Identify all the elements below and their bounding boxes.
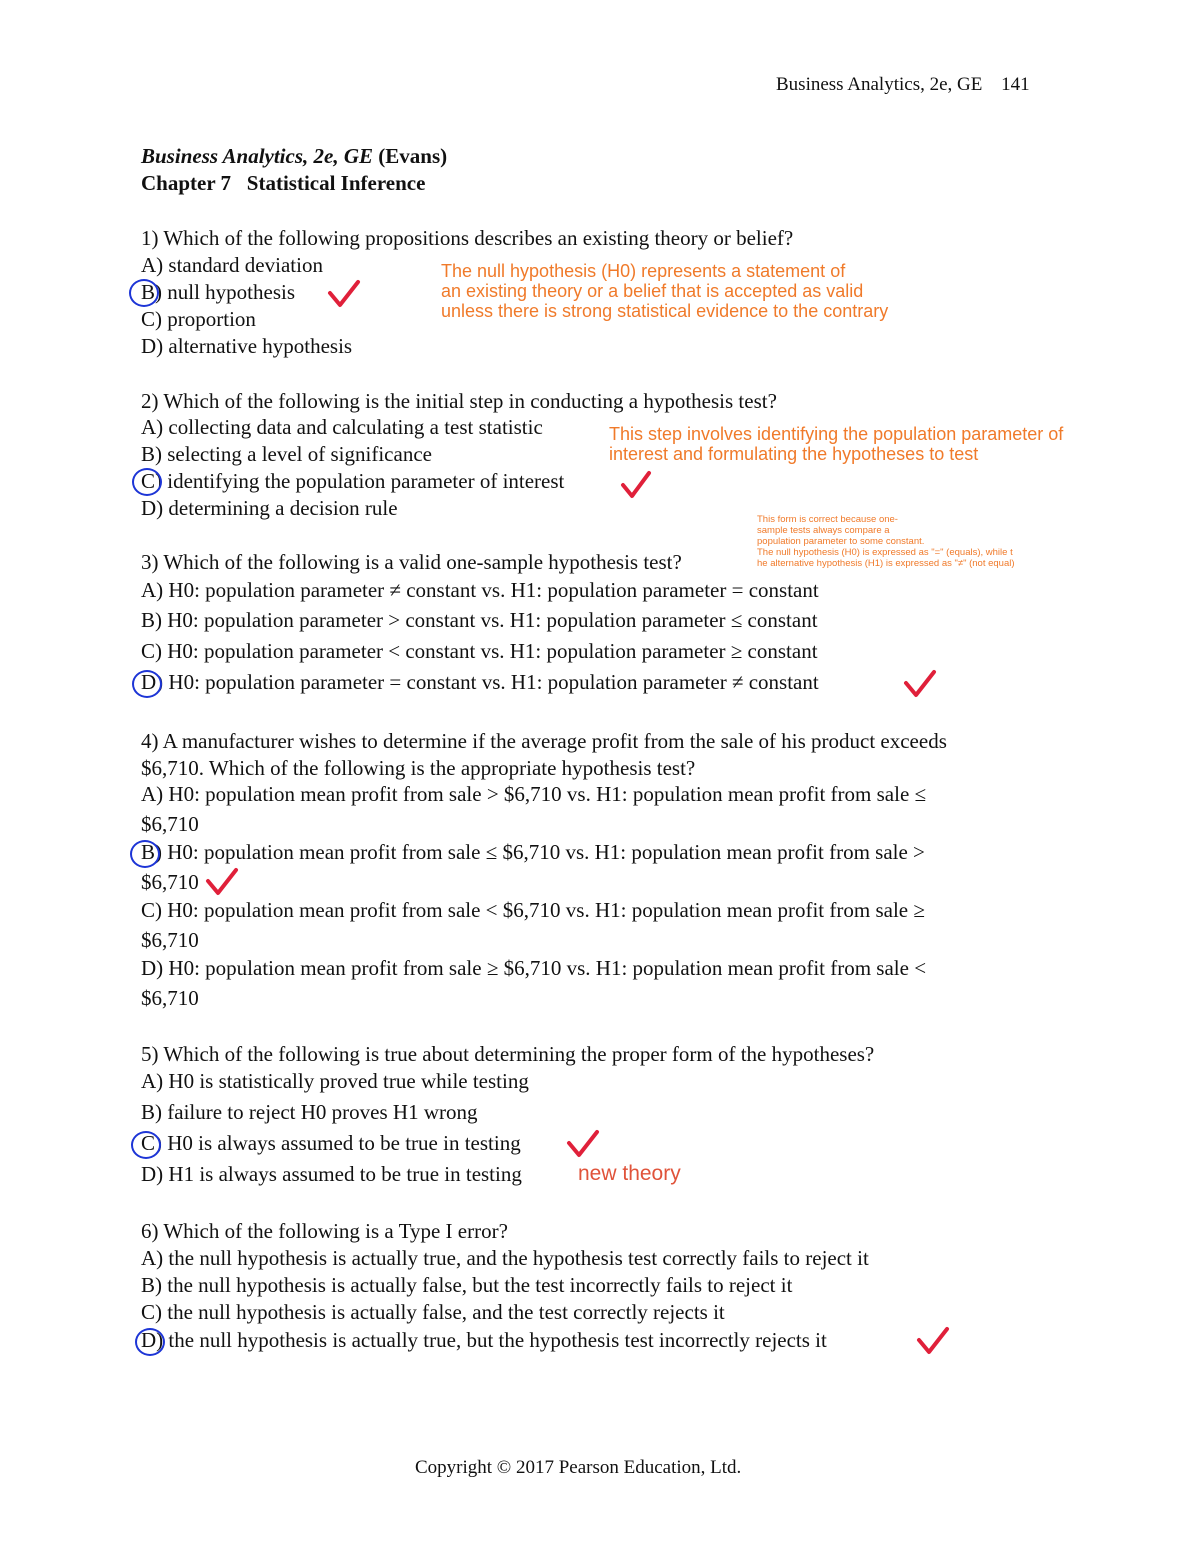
q3-option-c: C) H0: population parameter < constant vs. H1: population parameter ≥ constant (141, 639, 818, 663)
q4-option-a-line2: $6,710 (141, 812, 199, 836)
page-number: 141 (1001, 74, 1030, 95)
q1-option-b: B) null hypothesis (141, 280, 296, 304)
q3-option-b: B) H0: population parameter > constant vs. H1: population parameter ≤ constant (141, 608, 818, 632)
chapter-title: Chapter 7 Statistical Inference (141, 171, 426, 195)
q2-question: 2) Which of the following is the initial step in conducting a hypothesis test? (141, 389, 777, 413)
q4-option-a-line1: A) H0: population mean profit from sale > $6,710 vs. H1: population mean profit from sale ≤ (141, 782, 927, 806)
note-line: he alternative hypothesis (H1) is expressed as "≠" (not equal) (757, 558, 1015, 569)
q4-option-c-line2: $6,710 (141, 928, 199, 952)
q3-question: 3) Which of the following is a valid one-sample hypothesis test? (141, 550, 682, 574)
q1-note (441, 261, 888, 321)
q1-option-d: D) alternative hypothesis (141, 334, 353, 358)
q2-option-d: D) determining a decision rule (141, 496, 398, 520)
running-header (776, 74, 1030, 96)
answer-circle (132, 468, 162, 496)
q2-option-b: B) selecting a level of significance (141, 442, 432, 466)
q6-option-a: A) the null hypothesis is actually true, and the hypothesis test correctly fails to reject it (141, 1246, 869, 1270)
q3-option-a: A) H0: population parameter ≠ constant vs. H1: population parameter = constant (141, 578, 819, 602)
running-title: Business Analytics, 2e, GE (776, 74, 983, 95)
q6-question: 6) Which of the following is a Type I error? (141, 1219, 508, 1243)
checkmark-icon (916, 1326, 950, 1356)
book-title-italic: Business Analytics, 2e, GE (141, 144, 374, 168)
q6-option-b: B) the null hypothesis is actually false, but the test incorrectly fails to reject it (141, 1273, 793, 1297)
q5-option-b: B) failure to reject H0 proves H1 wrong (141, 1100, 478, 1124)
note-line: The null hypothesis (H0) represents a statement of (441, 261, 846, 281)
book-title (141, 143, 447, 170)
q5-note: new theory (578, 1162, 681, 1185)
note-line: The null hypothesis (H0) is expressed as "=" (equals), while t (757, 547, 1013, 558)
checkmark-icon (620, 470, 652, 500)
q5-question: 5) Which of the following is true about determining the proper form of the hypotheses? (141, 1042, 875, 1066)
note-line: sample tests always compare a (757, 525, 890, 536)
q1-option-a: A) standard deviation (141, 253, 323, 277)
note-line: population parameter to some constant. (757, 536, 925, 547)
q1-option-c: C) proportion (141, 307, 256, 331)
q3-option-d: D) H0: population parameter = constant vs. H1: population parameter ≠ constant (141, 670, 819, 694)
answer-circle (135, 1328, 165, 1356)
q4-option-b-line2: $6,710 (141, 870, 199, 894)
checkmark-icon (205, 867, 239, 897)
answer-circle (131, 1131, 161, 1159)
q5-option-d: D) H1 is always assumed to be true in testing (141, 1162, 522, 1186)
q2-option-a: A) collecting data and calculating a test statistic (141, 415, 543, 439)
checkmark-icon (566, 1129, 600, 1159)
q1-question: 1) Which of the following propositions describes an existing theory or belief? (141, 226, 794, 250)
q4-option-d-line2: $6,710 (141, 986, 199, 1010)
copyright-footer: Copyright © 2017 Pearson Education, Ltd. (415, 1457, 742, 1478)
q2-option-c: C) identifying the population parameter of interest (141, 469, 565, 493)
book-author: (Evans) (373, 144, 448, 168)
note-line: interest and formulating the hypotheses to test (609, 444, 979, 464)
q6-option-c: C) the null hypothesis is actually false, and the test correctly rejects it (141, 1300, 725, 1324)
q4-option-c-line1: C) H0: population mean profit from sale < $6,710 vs. H1: population mean profit from sale ≥ (141, 898, 925, 922)
answer-circle (129, 279, 159, 307)
q4-question-line2: $6,710. Which of the following is the appropriate hypothesis test? (141, 756, 696, 780)
checkmark-icon (327, 279, 361, 309)
note-line: an existing theory or a belief that is accepted as valid (441, 281, 864, 301)
note-line: This step involves identifying the population parameter of (609, 424, 1064, 444)
q5-option-a: A) H0 is statistically proved true while testing (141, 1069, 529, 1093)
q3-note (757, 514, 1015, 569)
q4-option-b-line1: B) H0: population mean profit from sale ≤ $6,710 vs. H1: population mean profit from sale > (141, 840, 925, 864)
q4-question-line1: 4) A manufacturer wishes to determine if the average profit from the sale of his product exceeds (141, 729, 947, 753)
q6-option-d: D) the null hypothesis is actually true, but the hypothesis test incorrectly rejects it (141, 1328, 827, 1352)
q4-option-d-line1: D) H0: population mean profit from sale ≥ $6,710 vs. H1: population mean profit from sale < (141, 956, 927, 980)
note-line: unless there is strong statistical evidence to the contrary (441, 301, 889, 321)
answer-circle (132, 670, 162, 698)
note-line: This form is correct because one- (757, 514, 898, 525)
q2-note (609, 424, 1063, 464)
q5-option-c: C) H0 is always assumed to be true in testing (141, 1131, 521, 1155)
answer-circle (130, 840, 160, 868)
checkmark-icon (903, 669, 937, 699)
